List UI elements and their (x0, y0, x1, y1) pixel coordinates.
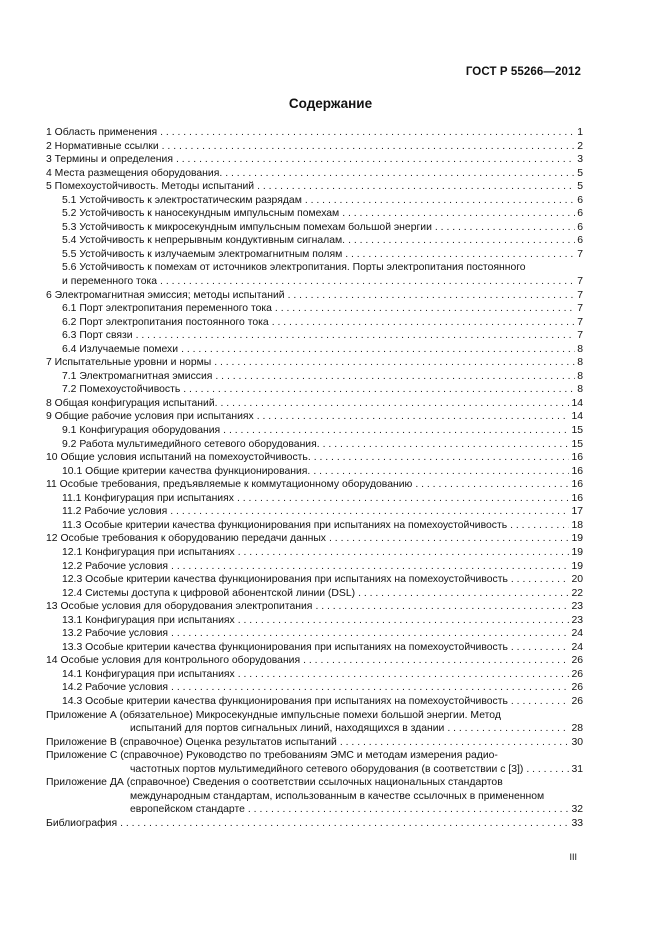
toc-entry-title: 5.2 Устойчивость к наносекундным импульсным помехам (62, 208, 340, 220)
toc-entry-title: частотных портов мультимедийного сетевого оборудования (в соответствии с [3]) (130, 763, 524, 775)
dot-leader (167, 505, 569, 519)
toc-entry-page: 16 (571, 479, 583, 491)
toc-entry-line (62, 560, 583, 574)
toc-entry-title: 14.2 Рабочие условия (62, 682, 169, 694)
toc-entry[interactable] (46, 126, 583, 140)
toc-entry-page: 8 (577, 370, 583, 382)
toc-entry-line (46, 180, 583, 194)
dot-leader (339, 207, 575, 221)
toc-entry-page: 18 (571, 519, 583, 531)
toc-entry-line (62, 194, 583, 208)
toc-entry-title: Библиография (46, 817, 118, 829)
toc-entry-page: 2 (577, 140, 583, 152)
toc-entry[interactable] (46, 289, 583, 303)
toc-entry-line (62, 248, 583, 262)
dot-leader (507, 519, 569, 533)
toc-entry-line (46, 167, 583, 181)
toc-entry-page: 23 (571, 614, 583, 626)
toc-entry-line (62, 221, 583, 235)
toc-entry-line (62, 370, 583, 384)
toc-entry[interactable] (46, 736, 583, 750)
toc-entry-title: 7 Испытательные уровни и нормы (46, 357, 212, 369)
dot-leader (222, 167, 575, 181)
toc-entry-page: 22 (571, 587, 583, 599)
toc-entry-page: 26 (571, 668, 583, 680)
toc-entry-page: 28 (571, 723, 583, 735)
toc-entry-line (62, 614, 583, 628)
toc-entry-title: 7.2 Помехоустойчивость (62, 384, 181, 396)
toc-entry-title: 5.5 Устойчивость к излучаемым электромагнитным полям (62, 248, 343, 260)
toc-entry-title: испытаний для портов сигнальных линий, находящихся в здании (130, 723, 445, 735)
dot-leader (432, 221, 575, 235)
dot-leader (312, 600, 569, 614)
toc-entry-title: Приложение ДА (справочное) Сведения о соответствии ссылочных национальных стандартов (46, 777, 503, 789)
toc-entry-page: 16 (571, 492, 583, 504)
dot-leader (133, 329, 576, 343)
toc-entry-page: 17 (571, 506, 583, 518)
toc-entry-line (62, 383, 583, 397)
toc-entry-page: 6 (577, 235, 583, 247)
toc-entry-line-wrapped (46, 709, 583, 723)
toc-entry-line (46, 478, 583, 492)
toc-entry-title: 12.1 Конфигурация при испытаниях (62, 546, 235, 558)
toc-entry-title: 11.3 Особые критерии качества функционирования при испытаниях на помехоустойчивость (62, 519, 508, 531)
toc-entry-line (62, 505, 583, 519)
toc-entry-page: 19 (571, 560, 583, 572)
toc-entry-page: 5 (577, 167, 583, 179)
toc-entry-page: 8 (577, 384, 583, 396)
toc-entry[interactable] (46, 505, 583, 519)
toc-entry-page: 24 (571, 641, 583, 653)
dot-leader (254, 180, 575, 194)
dot-leader (269, 316, 576, 330)
toc-entry-line (46, 654, 583, 668)
toc-entry-title: 6.4 Излучаемые помехи (62, 343, 179, 355)
dot-leader (302, 194, 575, 208)
toc-entry-title: 7.1 Электромагнитная эмиссия (62, 370, 213, 382)
dot-leader (235, 546, 570, 560)
toc-entry-line (62, 587, 583, 601)
toc-entry-title: 10.1 Общие критерии качества функционирования. (62, 465, 311, 477)
toc-entry-page: 5 (577, 181, 583, 193)
toc-entry-title: 6 Электромагнитная эмиссия; методы испытаний (46, 289, 285, 301)
toc-entry[interactable] (46, 438, 583, 452)
toc-entry-line (62, 302, 583, 316)
page-folio: III (569, 852, 577, 862)
toc-entry-title: европейском стандарте (130, 804, 245, 816)
toc-entry-title: 5.4 Устойчивость к непрерывным кондуктивным сигналам. (62, 235, 346, 247)
dot-leader (180, 383, 575, 397)
toc-entry-line-wrapped (46, 790, 583, 804)
toc-entry[interactable] (46, 600, 583, 614)
toc-entry-title: 14.3 Особые критерии качества функционирования при испытаниях на помехоустойчивость (62, 695, 508, 707)
dot-leader (508, 573, 570, 587)
toc-entry-title: Приложение В (справочное) Оценка результатов испытаний (46, 736, 337, 748)
toc-entry-line (62, 207, 583, 221)
dot-leader (444, 722, 569, 736)
toc-entry-page: 6 (577, 221, 583, 233)
toc-entry[interactable] (46, 248, 583, 262)
toc-entry[interactable] (46, 532, 583, 546)
toc-entry-line (62, 424, 583, 438)
toc-entry-line (62, 316, 583, 330)
toc-entry-page: 14 (571, 411, 583, 423)
toc-entry-title: 5.3 Устойчивость к микросекундным импульсным помехам большой энергии (62, 221, 432, 233)
dot-leader (212, 370, 575, 384)
toc-entry-page: 7 (577, 289, 583, 301)
dot-leader (211, 356, 575, 370)
dot-leader (168, 681, 569, 695)
toc-entry-line (46, 722, 583, 736)
toc-entry-line-wrapped (62, 261, 583, 275)
toc-entry-title: 14 Особые условия для контрольного оборудования (46, 655, 301, 667)
toc-entry-line (46, 451, 583, 465)
toc-entry[interactable] (46, 451, 583, 465)
toc-entry[interactable] (46, 465, 583, 479)
dot-leader (157, 126, 575, 140)
toc-entry-page: 14 (571, 397, 583, 409)
toc-entry-page: 26 (571, 695, 583, 707)
toc-entry-title: 13.2 Рабочие условия (62, 628, 169, 640)
toc-entry-page: 6 (577, 208, 583, 220)
dot-leader (508, 641, 570, 655)
toc-entry-title: 9 Общие рабочие условия при испытаниях (46, 411, 254, 423)
toc-entry-title: 2 Нормативные ссылки (46, 140, 159, 152)
toc-entry-line (46, 289, 583, 303)
toc-entry-title: 14.1 Конфигурация при испытаниях (62, 668, 235, 680)
toc-entry-line (62, 573, 583, 587)
toc-entry-page: 26 (571, 682, 583, 694)
toc-entry-line (46, 736, 583, 750)
toc-entry-line (46, 817, 583, 831)
toc-entry[interactable] (46, 560, 583, 574)
toc-entry-page: 1 (577, 127, 583, 138)
toc-entry[interactable] (46, 749, 583, 776)
dot-leader (320, 438, 570, 452)
toc-entry-line (46, 153, 583, 167)
toc-entry[interactable] (46, 356, 583, 370)
toc-entry-line-wrapped (46, 749, 583, 763)
toc-entry-title: 11.2 Рабочие условия (62, 506, 168, 518)
dot-leader (218, 397, 570, 411)
toc-entry-title: 13.1 Конфигурация при испытаниях (62, 614, 235, 626)
dot-leader (345, 234, 575, 248)
toc-entry-page: 26 (571, 655, 583, 667)
toc-entry-line (46, 410, 583, 424)
toc-entry[interactable] (46, 478, 583, 492)
toc-entry-line (62, 668, 583, 682)
toc-entry[interactable] (46, 316, 583, 330)
toc-entry-page: 7 (577, 303, 583, 315)
toc-entry-title: 6.3 Порт связи (62, 330, 133, 342)
toc-entry-title: 12.4 Системы доступа к цифровой абонентской линии (DSL) (62, 587, 356, 599)
toc-entry-line (46, 803, 583, 817)
toc-entry-line (62, 519, 583, 533)
toc-entry-title: 9.2 Работа мультимедийного сетевого оборудования. (62, 438, 320, 450)
toc-entry[interactable] (46, 776, 583, 817)
toc-entry-line (46, 532, 583, 546)
dot-leader (300, 654, 569, 668)
toc-entry-page: 33 (571, 817, 583, 829)
toc-entry[interactable] (46, 261, 583, 288)
toc-entry-line (46, 140, 583, 154)
table-of-contents (46, 126, 583, 830)
toc-entry-line (62, 641, 583, 655)
toc-entry-line (62, 695, 583, 709)
toc-entry-title: 5.1 Устойчивость к электростатическим разрядам (62, 194, 302, 206)
toc-entry-page: 8 (577, 357, 583, 369)
toc-entry-title: 13 Особые условия для оборудования электропитания (46, 601, 313, 613)
toc-entry[interactable] (46, 397, 583, 411)
toc-entry-line (62, 438, 583, 452)
toc-entry-page: 32 (571, 804, 583, 816)
dot-leader (173, 153, 575, 167)
toc-entry[interactable] (46, 709, 583, 736)
dot-leader (168, 627, 569, 641)
dot-leader (117, 817, 569, 831)
toc-entry[interactable] (46, 546, 583, 560)
toc-entry-page: 16 (571, 452, 583, 464)
dot-leader (508, 695, 570, 709)
toc-entry-title: 8 Общая конфигурация испытаний. (46, 397, 218, 409)
toc-entry-page: 31 (571, 763, 583, 775)
toc-entry-page: 23 (571, 601, 583, 613)
toc-entry-page: 7 (577, 330, 583, 342)
toc-entry-title: 6.1 Порт электропитания переменного тока (62, 303, 272, 315)
toc-entry-line (62, 681, 583, 695)
toc-entry[interactable] (46, 587, 583, 601)
toc-entry-page: 15 (571, 438, 583, 450)
toc-entry[interactable] (46, 383, 583, 397)
document-number: ГОСТ Р 55266—2012 (465, 66, 581, 78)
toc-entry-title: Приложение А (обязательное) Микросекундные импульсные помехи большой энергии. Метод (46, 709, 501, 721)
toc-entry-line (62, 627, 583, 641)
dot-leader (235, 614, 570, 628)
dot-leader (159, 140, 576, 154)
toc-entry-page: 19 (571, 546, 583, 558)
toc-entry-page: 6 (577, 194, 583, 206)
toc-entry[interactable] (46, 654, 583, 668)
toc-entry-title: 12.2 Рабочие условия (62, 560, 169, 572)
dot-leader (326, 532, 569, 546)
toc-entry-page: 7 (577, 248, 583, 260)
toc-entry[interactable] (46, 695, 583, 709)
toc-entry-page: 16 (571, 465, 583, 477)
dot-leader (337, 736, 570, 750)
dot-leader (220, 424, 569, 438)
dot-leader (245, 803, 570, 817)
toc-entry[interactable] (46, 221, 583, 235)
toc-entry-page: 30 (571, 736, 583, 748)
dot-leader (157, 275, 575, 289)
toc-entry-title: 12.3 Особые критерии качества функционирования при испытаниях на помехоустойчивость (62, 574, 508, 586)
toc-entry[interactable] (46, 370, 583, 384)
toc-entry[interactable] (46, 492, 583, 506)
toc-entry-title: международным стандартам, использованным в качестве ссылочных в примененном (130, 790, 545, 802)
toc-entry-page: 3 (577, 154, 583, 166)
toc-entry-line-wrapped (46, 776, 583, 790)
toc-entry[interactable] (46, 410, 583, 424)
toc-entry-line (62, 329, 583, 343)
toc-entry-line (62, 234, 583, 248)
toc-entry-line (46, 763, 583, 777)
page-title: Содержание (288, 96, 373, 111)
dot-leader (234, 492, 570, 506)
dot-leader (342, 248, 575, 262)
dot-leader (235, 668, 570, 682)
dot-leader (272, 302, 575, 316)
toc-entry[interactable] (46, 302, 583, 316)
toc-entry-page: 20 (571, 574, 583, 586)
toc-entry[interactable] (46, 140, 583, 154)
toc-entry-page: 8 (577, 343, 583, 355)
toc-entry-line (62, 343, 583, 357)
toc-entry-title: 11.1 Конфигурация при испытаниях (62, 492, 234, 504)
dot-leader (254, 410, 570, 424)
toc-entry-title: 13.3 Особые критерии качества функционирования при испытаниях на помехоустойчивость (62, 641, 508, 653)
toc-entry[interactable] (46, 343, 583, 357)
toc-entry-page: 7 (577, 276, 583, 288)
toc-entry[interactable] (46, 573, 583, 587)
toc-entry[interactable] (46, 329, 583, 343)
toc-entry-title: 5 Помехоустойчивость. Методы испытаний (46, 181, 255, 193)
toc-entry-line (46, 397, 583, 411)
toc-entry[interactable] (46, 668, 583, 682)
toc-entry-title: 3 Термины и определения (46, 154, 173, 166)
toc-entry-page: 7 (577, 316, 583, 328)
toc-entry-line (46, 356, 583, 370)
dot-leader (311, 451, 570, 465)
toc-entry[interactable] (46, 614, 583, 628)
toc-entry-title: 6.2 Порт электропитания постоянного тока (62, 316, 269, 328)
toc-entry[interactable] (46, 641, 583, 655)
toc-entry[interactable] (46, 817, 583, 831)
toc-entry-title: 11 Особые требования, предъявляемые к коммутационному оборудованию (46, 479, 413, 491)
toc-entry-title: 5.6 Устойчивость к помехам от источников электропитания. Порты электропитания постоянного (62, 262, 526, 274)
toc-entry-line (46, 126, 583, 140)
toc-entry[interactable] (46, 207, 583, 221)
dot-leader (310, 465, 569, 479)
dot-leader (523, 763, 569, 777)
toc-entry-title: 12 Особые требования к оборудованию передачи данных (46, 533, 327, 545)
toc-entry-title: 10 Общие условия испытаний на помехоустойчивость. (46, 452, 311, 464)
toc-entry[interactable] (46, 167, 583, 181)
toc-entry[interactable] (46, 180, 583, 194)
toc-entry-line (62, 465, 583, 479)
toc-entry-title: 4 Места размещения оборудования. (46, 167, 223, 179)
toc-entry-title: 1 Область применения (46, 127, 158, 138)
toc-entry-line (62, 275, 583, 289)
toc-entry-line (62, 492, 583, 506)
toc-entry-page: 19 (571, 533, 583, 545)
toc-entry[interactable] (46, 153, 583, 167)
toc-entry[interactable] (46, 681, 583, 695)
toc-entry[interactable] (46, 194, 583, 208)
dot-leader (412, 478, 569, 492)
toc-entry[interactable] (46, 424, 583, 438)
toc-entry-title: и переменного тока (62, 276, 158, 288)
toc-entry[interactable] (46, 519, 583, 533)
toc-entry[interactable] (46, 627, 583, 641)
toc-entry-page: 24 (571, 628, 583, 640)
toc-entry-line (62, 546, 583, 560)
toc-entry-title: Приложение С (справочное) Руководство по требованиям ЭМС и методам измерения радио- (46, 750, 498, 762)
dot-leader (168, 560, 569, 574)
dot-leader (285, 289, 576, 303)
dot-leader (355, 587, 569, 601)
toc-entry[interactable] (46, 234, 583, 248)
toc-entry-line (46, 600, 583, 614)
dot-leader (178, 343, 575, 357)
toc-entry-page: 15 (571, 425, 583, 437)
toc-entry-title: 9.1 Конфигурация оборудования (62, 425, 221, 437)
